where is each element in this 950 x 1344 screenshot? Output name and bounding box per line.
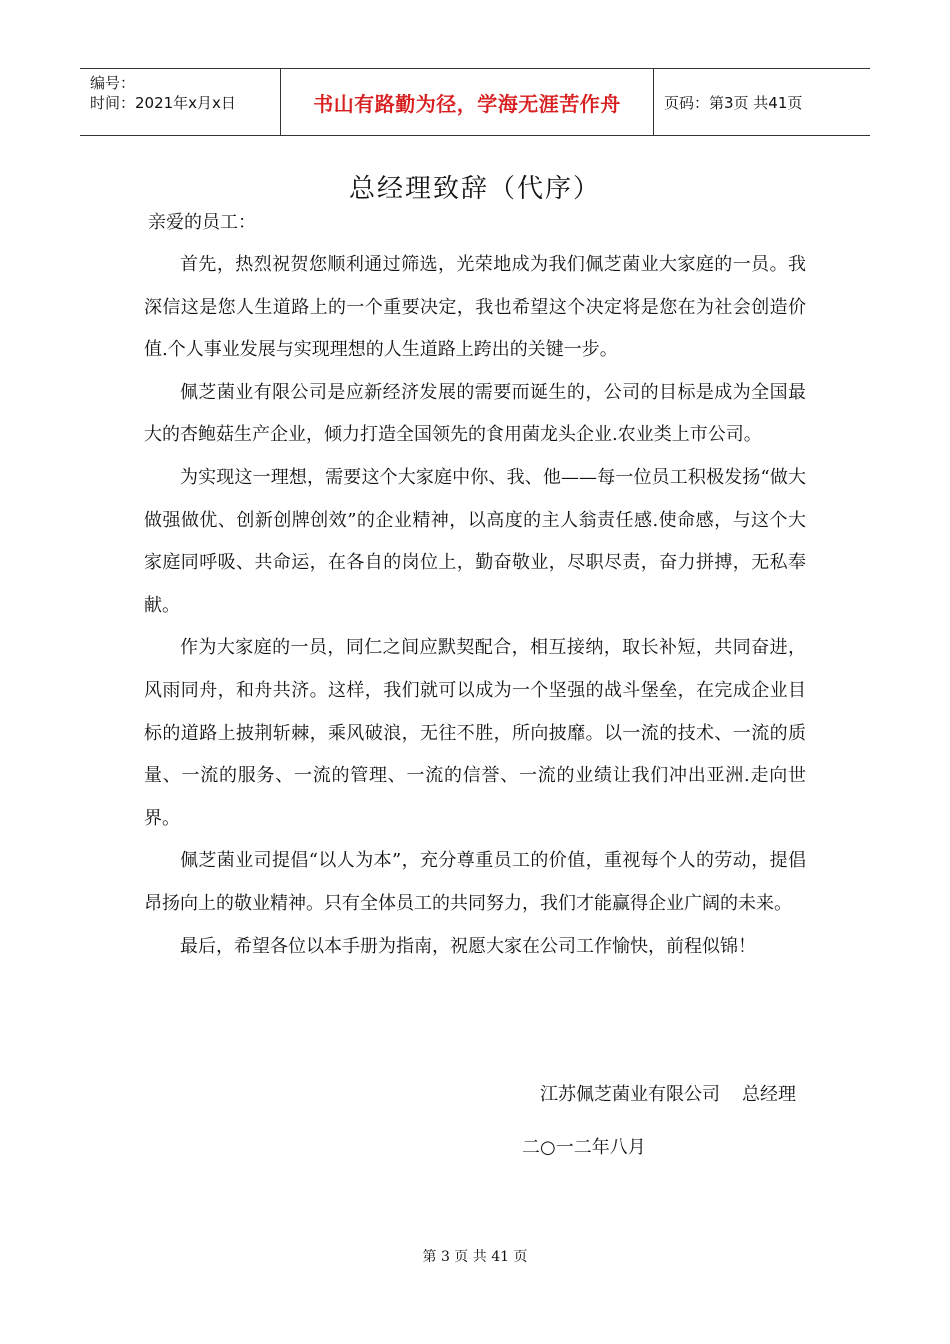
- paragraph: 为实现这一理想，需要这个大家庭中你、我、他——每一位员工积极发扬“做大做强做优、创新创牌创效”的企业精神，以高度的主人翁责任感.使命感，与这个大家庭同呼吸、共命运，在各自的岗位上，勤奋敬业，尽职尽责，奋力拼搏，无私奉献。: [144, 466, 806, 616]
- time-label: 时间：2021年x月x日: [90, 94, 236, 112]
- paragraph: 首先，热烈祝贺您顺利通过筛选，光荣地成为我们佩芝菌业大家庭的一员。我深信这是您人生道路上的一个重要决定，我也希望这个决定将是您在为社会创造价值.个人事业发展与实现理想的人生道路上跨出的关键一步。: [144, 254, 806, 361]
- page-title: 总经理致辞（代序）: [348, 174, 601, 204]
- document-header: [80, 68, 870, 136]
- paragraph: 佩芝菌业司提倡“以人为本”，充分尊重员工的价值，重视每个人的劳动，提倡昂扬向上的敬业精神。只有全体员工的共同努力，我们才能赢得企业广阔的未来。: [144, 850, 806, 914]
- paragraph: 最后，希望各位以本手册为指南，祝愿大家在公司工作愉快，前程似锦！: [180, 935, 756, 957]
- signature-position: 总经理: [742, 1084, 796, 1105]
- page-footer: 第 3 页 共 41 页: [422, 1249, 528, 1265]
- paragraph: 作为大家庭的一员，同仁之间应默契配合，相互接纳，取长补短，共同奋进，风雨同舟，和舟共济。这样，我们就可以成为一个坚强的战斗堡垒，在完成企业目标的道路上披荆斩棘，乘风破浪，无往不胜，所向披靡。以一流的技术、一流的质量、一流的服务、一流的管理、一流的信誉、一流的业绩让我们冲出亚洲.走向世界。: [144, 637, 806, 829]
- header-motto: 书山有路勤为径，学海无涯苦作舟: [281, 69, 654, 135]
- letter-date: 二○一二年八月: [522, 1137, 646, 1158]
- paragraph: 佩芝菌业有限公司是应新经济发展的需要而诞生的，公司的目标是成为全国最大的杏鲍菇生产企业，倾力打造全国领先的食用菌龙头企业.农业类上市公司。: [144, 381, 806, 446]
- header-meta: [80, 69, 281, 135]
- salutation: 亲爱的员工：: [148, 212, 256, 233]
- signature: [540, 1080, 796, 1106]
- number-label: 编号：: [90, 74, 136, 92]
- header-page-info: 页码：第3页 共41页: [664, 93, 803, 112]
- signature-company: 江苏佩芝菌业有限公司: [540, 1084, 720, 1105]
- letter-body: [144, 244, 806, 968]
